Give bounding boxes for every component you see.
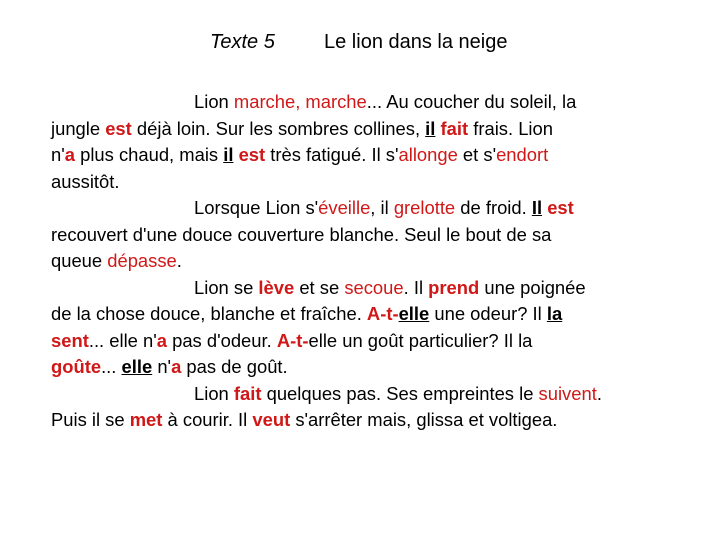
highlighted-word: fait [233, 382, 262, 404]
text-segment: ... elle n' [88, 329, 157, 351]
text-line [51, 301, 691, 328]
text-line [51, 328, 691, 355]
highlighted-word: a [64, 144, 75, 165]
text-segment: de froid. [455, 197, 532, 218]
highlighted-word: prend [428, 276, 480, 298]
text-line [51, 275, 691, 302]
highlighted-word: A-t- [276, 329, 309, 351]
text-segment: frais. Lion [468, 117, 553, 139]
text-segment: n' [51, 144, 65, 165]
highlighted-word: est [238, 144, 266, 165]
highlighted-word: secoue [344, 276, 404, 298]
text-line [51, 407, 691, 434]
text-line [51, 142, 691, 169]
highlighted-word: est [547, 197, 574, 218]
text-segment: queue [51, 250, 108, 271]
text-segment: plus chaud, mais [74, 144, 224, 165]
highlighted-word: a [156, 329, 167, 351]
text-line [51, 222, 691, 249]
highlighted-word: lève [258, 276, 295, 298]
highlighted-word: veut [252, 409, 291, 430]
text-line [51, 354, 691, 381]
highlighted-word: endort [496, 144, 549, 165]
highlighted-word: A-t- [366, 303, 399, 324]
text-segment: Lorsque Lion s' [194, 197, 319, 218]
highlighted-word: suivent [538, 382, 597, 404]
underlined-word: la [546, 303, 563, 324]
text-segment: de la chose douce, blanche et fraîche. [51, 303, 367, 324]
underlined-word: Il [531, 197, 543, 218]
story-text [51, 89, 691, 434]
text-title: Le lion dans la neige [324, 31, 508, 53]
text-line [51, 248, 691, 275]
highlighted-word: fait [440, 117, 469, 139]
text-segment: Puis il se [51, 409, 130, 430]
text-line [51, 169, 691, 196]
text-segment: aussitôt. [51, 170, 120, 192]
highlighted-word: est [105, 117, 132, 139]
highlighted-word: sent [51, 329, 89, 351]
text-segment: n' [152, 356, 172, 377]
text-segment: , il [370, 197, 394, 218]
text-segment: et se [294, 276, 345, 298]
text-segment: . Il [403, 276, 429, 298]
text-segment: . [596, 382, 602, 404]
text-segment: Lion se [194, 276, 259, 298]
text-segment: . [176, 250, 182, 271]
text-segment: à courir. Il [162, 409, 253, 430]
text-segment: une odeur? Il [429, 303, 547, 324]
text-segment: ... [101, 356, 122, 377]
text-line [51, 381, 691, 408]
highlighted-word: grelotte [393, 197, 456, 218]
text-segment: recouvert d'une douce couverture blanche. Seul le bout de sa [51, 223, 552, 245]
highlighted-word: allonge [398, 144, 458, 165]
text-segment: quelques pas. Ses empreintes le [261, 382, 539, 404]
text-segment: s'arrêter mais, glissa et voltigea. [290, 409, 558, 430]
highlighted-word: éveille [318, 197, 371, 218]
text-line [51, 89, 691, 116]
text-line [51, 116, 691, 143]
highlighted-word: dépasse [107, 250, 177, 271]
text-segment: une poignée [479, 276, 586, 298]
highlighted-word: goûte [51, 356, 102, 377]
text-line [51, 195, 691, 222]
text-segment: pas d'odeur. [166, 329, 277, 351]
text-segment: ... Au coucher du soleil, la [366, 91, 577, 112]
underlined-word: elle [398, 303, 430, 324]
text-segment: Lion [194, 382, 234, 404]
text-segment: Lion [194, 91, 234, 112]
highlighted-word: marche, marche [233, 91, 367, 112]
highlighted-word: a [171, 356, 182, 377]
text-segment: jungle [51, 117, 106, 139]
highlighted-word: met [129, 409, 163, 430]
underlined-word: elle [121, 356, 153, 377]
underlined-word: il [223, 144, 234, 165]
text-segment: pas de goût. [181, 356, 288, 377]
text-segment: déjà loin. Sur les sombres collines, [131, 117, 426, 139]
text-segment: et s' [457, 144, 497, 165]
text-segment: très fatigué. Il s' [265, 144, 399, 165]
text-segment: elle un goût particulier? Il la [308, 329, 533, 351]
underlined-word: il [425, 117, 436, 139]
text-number: Texte 5 [210, 31, 275, 53]
